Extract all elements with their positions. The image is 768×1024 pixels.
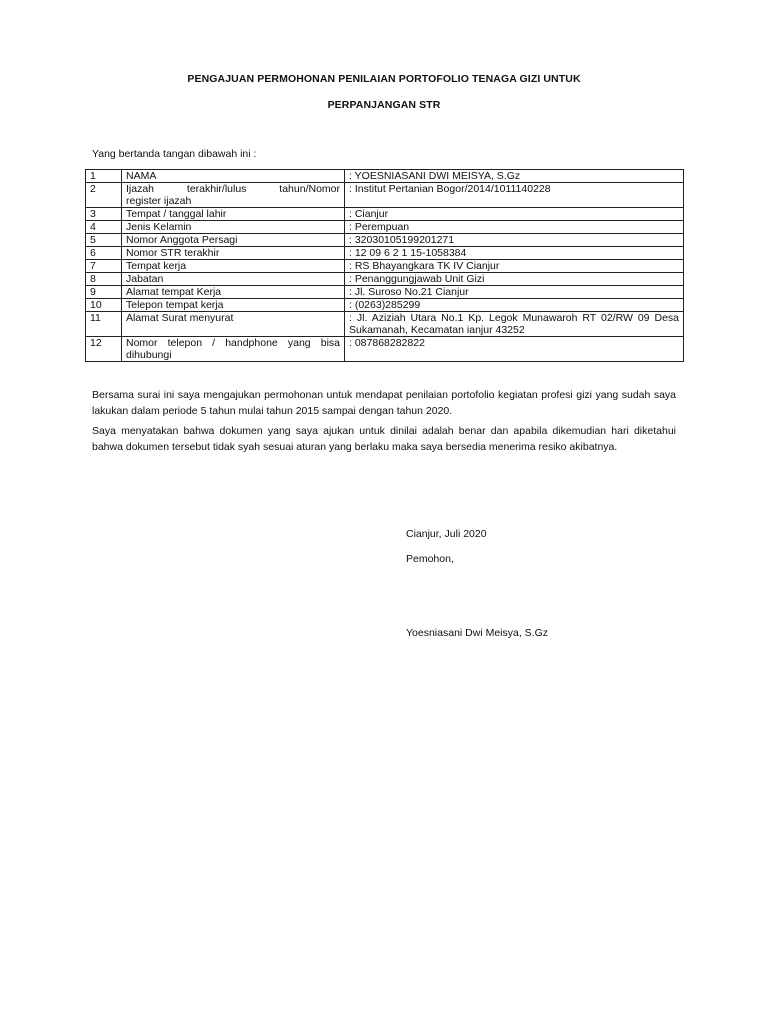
row-number: 5: [86, 234, 122, 247]
row-number: 8: [86, 273, 122, 286]
table-row: [86, 247, 684, 260]
intro-text: Yang bertanda tangan dibawah ini :: [92, 148, 257, 160]
signature-place-date: Cianjur, Juli 2020: [406, 528, 487, 540]
declaration-paragraph: Saya menyatakan bahwa dokumen yang saya ajukan untuk dinilai adalah benar dan apabila dikemudian hari diketahui bahwa dokumen tersebut tidak syah sesuai aturan yang berlaku maka saya bersedia menerima resiko akibatnya.: [92, 425, 676, 453]
signature-name: Yoesniasani Dwi Meisya, S.Gz: [406, 627, 549, 639]
row-number: 12: [86, 337, 122, 362]
table-row: [86, 260, 684, 273]
signature-role: Pemohon,: [406, 553, 454, 565]
row-number: 4: [86, 221, 122, 234]
document-title-line2: PERPANJANGAN STR: [327, 99, 441, 111]
row-number: 2: [86, 183, 122, 208]
row-value: : Jl. Suroso No.21 Cianjur: [345, 286, 684, 299]
row-value: : Institut Pertanian Bogor/2014/1011140228: [345, 183, 684, 208]
row-number: 10: [86, 299, 122, 312]
row-label-line1: Nomor telepon / handphone yang bisa: [126, 337, 340, 349]
document-title-line1: PENGAJUAN PERMOHONAN PENILAIAN PORTOFOLIO TENAGA GIZI UNTUK: [187, 73, 581, 85]
row-label: Jabatan: [122, 273, 345, 286]
row-label: Nomor Anggota Persagi: [122, 234, 345, 247]
row-label: NAMA: [122, 170, 345, 183]
table-row: [86, 170, 684, 183]
row-label: Tempat kerja: [122, 260, 345, 273]
table-row: [86, 273, 684, 286]
row-value: : RS Bhayangkara TK IV Cianjur: [345, 260, 684, 273]
row-value: [345, 312, 684, 337]
row-label: Telepon tempat kerja: [122, 299, 345, 312]
row-label: Tempat / tanggal lahir: [122, 208, 345, 221]
row-number: 7: [86, 260, 122, 273]
table-row: [86, 312, 684, 337]
row-label: Alamat tempat Kerja: [122, 286, 345, 299]
row-label: Jenis Kelamin: [122, 221, 345, 234]
row-value: : Cianjur: [345, 208, 684, 221]
table-row: [86, 221, 684, 234]
applicant-info-table: [85, 169, 684, 362]
table-row: [86, 234, 684, 247]
row-label: Nomor STR terakhir: [122, 247, 345, 260]
row-value: : Perempuan: [345, 221, 684, 234]
row-number: 11: [86, 312, 122, 337]
row-value-line2: Sukamanah, Kecamatan ianjur 43252: [349, 324, 525, 336]
row-label: [122, 183, 345, 208]
row-value-line1: : Jl. Aziziah Utara No.1 Kp. Legok Munawaroh RT 02/RW 09 Desa: [349, 312, 679, 324]
row-label: Alamat Surat menyurat: [122, 312, 345, 337]
row-number: 6: [86, 247, 122, 260]
row-number: 9: [86, 286, 122, 299]
row-label-line2: register ijazah: [126, 195, 192, 207]
row-value: : YOESNIASANI DWI MEISYA, S.Gz: [345, 170, 684, 183]
row-value: : (0263)285299: [345, 299, 684, 312]
statement-paragraph: Bersama surai ini saya mengajukan permohonan untuk mendapat penilaian portofolio kegiatan profesi gizi yang sudah saya lakukan dalam periode 5 tahun mulai tahun 2015 sampai dengan tahun 2020.: [92, 389, 676, 417]
row-label-line2: dihubungi: [126, 349, 172, 361]
row-number: 1: [86, 170, 122, 183]
table-row: [86, 299, 684, 312]
table-row: [86, 286, 684, 299]
row-value: : 32030105199201271: [345, 234, 684, 247]
table-row: [86, 183, 684, 208]
row-label-line1: Ijazah terakhir/lulus tahun/Nomor: [126, 183, 340, 195]
table-row: [86, 208, 684, 221]
row-label: [122, 337, 345, 362]
table-row: [86, 337, 684, 362]
row-value: : 087868282822: [345, 337, 684, 362]
row-number: 3: [86, 208, 122, 221]
row-value: : Penanggungjawab Unit Gizi: [345, 273, 684, 286]
row-value: : 12 09 6 2 1 15-1058384: [345, 247, 684, 260]
